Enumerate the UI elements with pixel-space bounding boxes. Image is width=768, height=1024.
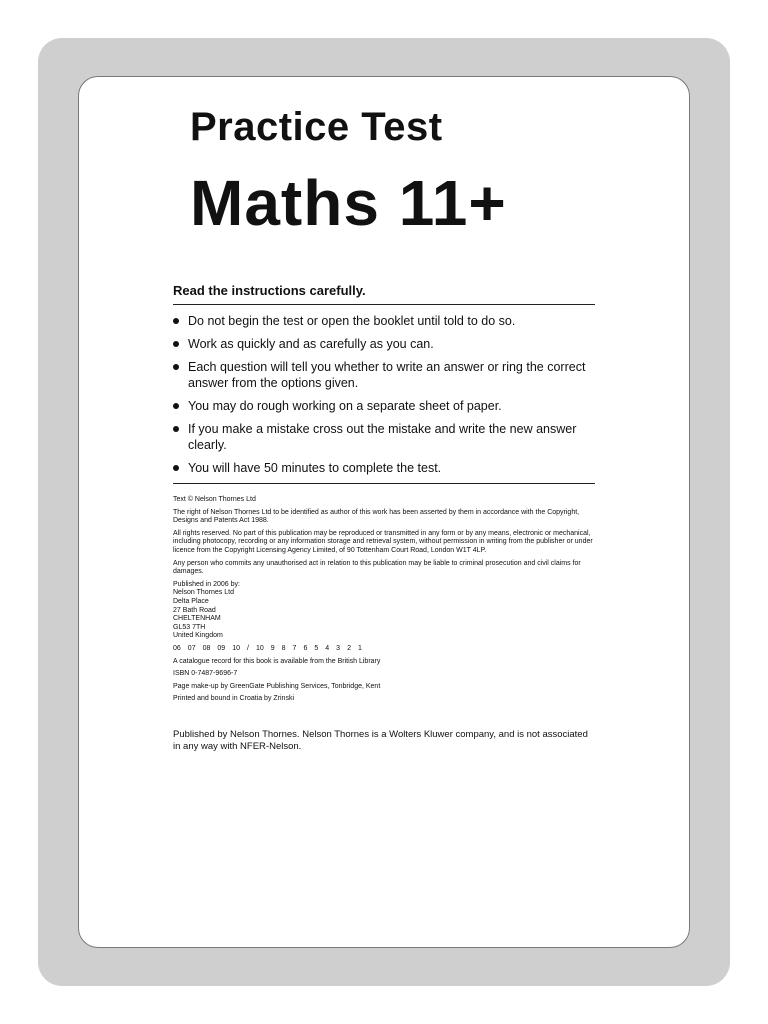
rights-reserved: All rights reserved. No part of this publication may be reproduced or transmitted in any form or by any means, electronic or mechanical, including photocopy, recording or any information storage and retrieval system, without permission in writing from the publisher or under licence from the Copyright Licensing Agency Limited, of 90 Tottenham Court Road, London W1T 4LP. xyxy=(173,529,593,554)
print-number: 06 xyxy=(173,644,181,652)
print-number: 3 xyxy=(336,644,341,652)
instructions-list xyxy=(173,313,595,476)
print-number: 07 xyxy=(187,644,196,652)
bullet-icon xyxy=(173,426,179,432)
print-number: 7 xyxy=(292,644,297,652)
page-makeup: Page make-up by GreenGate Publishing Services, Tonbridge, Kent xyxy=(173,682,381,690)
instruction-text: If you make a mistake cross out the mistake and write the new answer clearly. xyxy=(188,422,577,452)
instructions-heading: Read the instructions carefully. xyxy=(173,282,595,305)
print-number: / xyxy=(246,644,249,652)
title-practice-test: Practice Test xyxy=(190,105,443,149)
instructions-divider xyxy=(173,483,595,484)
instruction-text: You may do rough working on a separate sheet of paper. xyxy=(188,399,502,413)
publisher-note: Published by Nelson Thornes. Nelson Thornes is a Wolters Kluwer company, and is not associated in any way with NFER-Nelson. xyxy=(173,729,588,752)
address-line: Nelson Thornes Ltd xyxy=(173,589,234,597)
print-number: 2 xyxy=(347,644,351,652)
bullet-icon xyxy=(173,318,179,324)
author-rights: The right of Nelson Thornes Ltd to be identified as author of this work has been asserted by them in accordance with the Copyright, Designs and Patents Act 1988. xyxy=(173,508,580,525)
instruction-item xyxy=(173,359,595,391)
instruction-item xyxy=(173,421,595,453)
copyright-block xyxy=(173,496,595,708)
address-line: 27 Bath Road xyxy=(173,606,216,614)
published-by: Published in 2006 by: xyxy=(173,580,240,588)
instruction-item xyxy=(173,336,595,352)
print-number: 08 xyxy=(202,644,211,652)
instruction-text: Do not begin the test or open the booklet until told to do so. xyxy=(188,314,516,328)
address-line: United Kingdom xyxy=(173,632,223,640)
print-number: 10 xyxy=(232,644,240,652)
publisher-address xyxy=(173,581,595,641)
print-run-numbers xyxy=(173,645,595,654)
address-line: CHELTENHAM xyxy=(173,615,221,623)
bullet-icon xyxy=(173,465,179,471)
instruction-item xyxy=(173,313,595,329)
print-number: 8 xyxy=(281,644,286,652)
print-number: 5 xyxy=(314,644,319,652)
isbn: ISBN 0-7487-9696-7 xyxy=(173,670,238,678)
print-number: 4 xyxy=(325,644,330,652)
address-line: GL53 7TH xyxy=(173,623,206,631)
print-number: 6 xyxy=(303,644,308,652)
print-number: 10 xyxy=(255,644,264,652)
instruction-text: Each question will tell you whether to write an answer or ring the correct answer from the options given. xyxy=(188,360,586,390)
print-number: 09 xyxy=(217,644,226,652)
address-line: Delta Place xyxy=(173,597,209,605)
instruction-text: Work as quickly and as carefully as you can. xyxy=(188,337,434,351)
instructions-section xyxy=(173,282,595,484)
print-number: 9 xyxy=(270,644,275,652)
liability-notice: Any person who commits any unauthorised act in relation to this publication may be liable to criminal prosecution and civil claims for damages. xyxy=(173,559,581,576)
printed-bound: Printed and bound in Croatia by Zrinski xyxy=(173,695,295,703)
instruction-item xyxy=(173,398,595,414)
bullet-icon xyxy=(173,341,179,347)
catalogue-record: A catalogue record for this book is available from the British Library xyxy=(173,657,381,665)
instruction-item xyxy=(173,460,595,476)
instruction-text: You will have 50 minutes to complete the test. xyxy=(188,461,442,475)
bullet-icon xyxy=(173,403,179,409)
text-copyright: Text © Nelson Thornes Ltd xyxy=(173,496,256,503)
title-maths: Maths 11+ xyxy=(190,167,507,239)
bullet-icon xyxy=(173,364,179,370)
print-number: 1 xyxy=(357,644,362,652)
